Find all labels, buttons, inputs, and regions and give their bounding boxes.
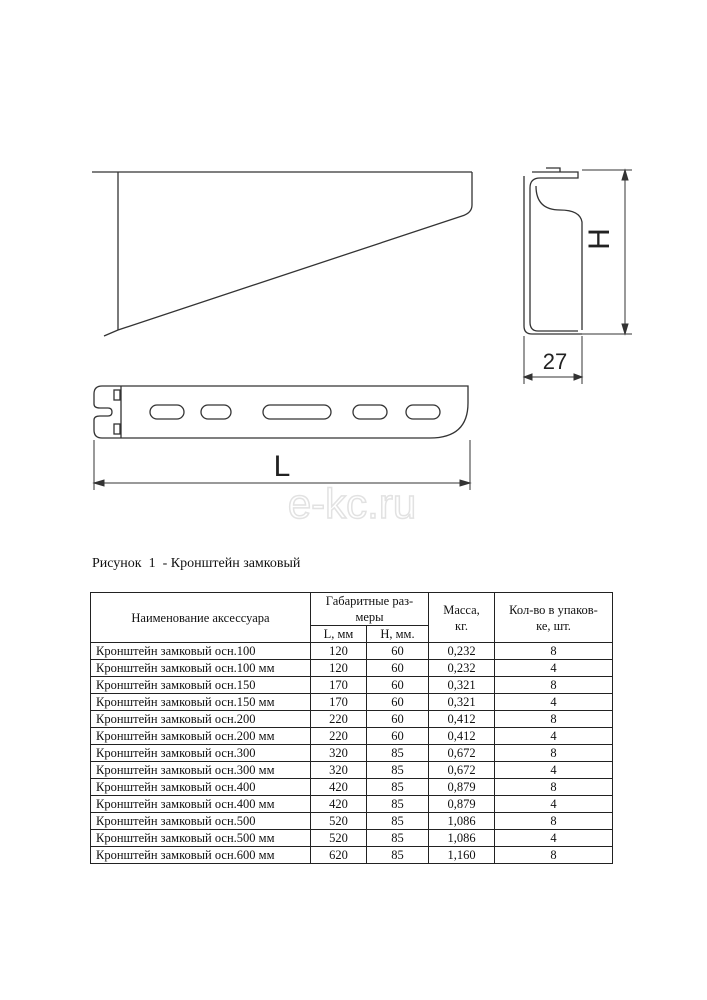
header-mass: Масса, кг. [429,593,495,643]
height-cell: 60 [367,694,429,711]
quantity-cell: 8 [495,677,613,694]
length-cell: 320 [311,745,367,762]
mass-cell: 1,086 [429,813,495,830]
quantity-cell: 8 [495,813,613,830]
length-cell: 120 [311,643,367,660]
bracket-top-view [94,386,468,438]
table-row [91,677,613,694]
height-cell: 85 [367,762,429,779]
product-name-cell: Кронштейн замковый осн.150 [91,677,311,694]
mass-cell: 1,160 [429,847,495,864]
height-cell: 60 [367,677,429,694]
quantity-cell: 4 [495,660,613,677]
length-cell: 170 [311,694,367,711]
bracket-end-view [524,168,582,334]
height-cell: 60 [367,728,429,745]
width-label: 27 [542,349,568,374]
header-dimensions: Габаритные раз- меры [311,593,429,626]
product-name-cell: Кронштейн замковый осн.150 мм [91,694,311,711]
mass-cell: 0,412 [429,728,495,745]
header-height: H, мм. [367,626,429,643]
mass-cell: 0,879 [429,779,495,796]
height-cell: 85 [367,847,429,864]
product-name-cell: Кронштейн замковый осн.600 мм [91,847,311,864]
table-row [91,660,613,677]
product-name-cell: Кронштейн замковый осн.500 мм [91,830,311,847]
watermark-text: e-kc.ru [287,480,417,527]
table-row [91,779,613,796]
height-cell: 85 [367,745,429,762]
table-row [91,796,613,813]
figure-caption: Рисунок 1 - Кронштейн замковый [92,556,301,571]
slot-hole [353,405,387,419]
length-cell: 520 [311,830,367,847]
height-cell: 60 [367,711,429,728]
quantity-cell: 4 [495,694,613,711]
quantity-cell: 4 [495,796,613,813]
length-label: L [273,450,291,483]
length-cell: 320 [311,762,367,779]
product-name-cell: Кронштейн замковый осн.300 [91,745,311,762]
quantity-cell: 4 [495,728,613,745]
mass-cell: 0,879 [429,796,495,813]
mass-cell: 0,412 [429,711,495,728]
table-row [91,762,613,779]
header-quantity: Кол-во в упаков- ке, шт. [495,593,613,643]
height-cell: 85 [367,796,429,813]
quantity-cell: 4 [495,830,613,847]
bracket-side-view [92,172,472,336]
table-row [91,728,613,745]
quantity-cell: 8 [495,847,613,864]
table-row [91,847,613,864]
mass-cell: 0,321 [429,677,495,694]
slot-hole [201,405,231,419]
height-cell: 85 [367,813,429,830]
product-name-cell: Кронштейн замковый осн.100 [91,643,311,660]
length-cell: 620 [311,847,367,864]
quantity-cell: 8 [495,643,613,660]
height-dimension [582,170,632,334]
slot-hole [263,405,331,419]
table-row [91,830,613,847]
quantity-cell: 8 [495,779,613,796]
length-cell: 170 [311,677,367,694]
slot-hole [406,405,440,419]
height-cell: 60 [367,660,429,677]
accessory-table [90,592,613,864]
slot-hole [150,405,184,419]
table-row [91,643,613,660]
product-name-cell: Кронштейн замковый осн.100 мм [91,660,311,677]
height-label: H [583,228,616,250]
quantity-cell: 8 [495,711,613,728]
table-row [91,745,613,762]
length-cell: 520 [311,813,367,830]
mass-cell: 0,672 [429,745,495,762]
product-name-cell: Кронштейн замковый осн.400 мм [91,796,311,813]
height-cell: 60 [367,643,429,660]
product-name-cell: Кронштейн замковый осн.500 [91,813,311,830]
length-cell: 220 [311,711,367,728]
mass-cell: 1,086 [429,830,495,847]
product-name-cell: Кронштейн замковый осн.200 [91,711,311,728]
mass-cell: 0,232 [429,660,495,677]
length-cell: 120 [311,660,367,677]
quantity-cell: 4 [495,762,613,779]
table-row [91,813,613,830]
table-row [91,694,613,711]
mass-cell: 0,672 [429,762,495,779]
length-cell: 420 [311,796,367,813]
length-cell: 420 [311,779,367,796]
length-cell: 220 [311,728,367,745]
product-name-cell: Кронштейн замковый осн.200 мм [91,728,311,745]
product-name-cell: Кронштейн замковый осн.400 [91,779,311,796]
header-name: Наименование аксессуара [91,593,311,643]
mass-cell: 0,321 [429,694,495,711]
table-row [91,711,613,728]
header-length: L, мм [311,626,367,643]
product-name-cell: Кронштейн замковый осн.300 мм [91,762,311,779]
height-cell: 85 [367,830,429,847]
height-cell: 85 [367,779,429,796]
mass-cell: 0,232 [429,643,495,660]
quantity-cell: 8 [495,745,613,762]
